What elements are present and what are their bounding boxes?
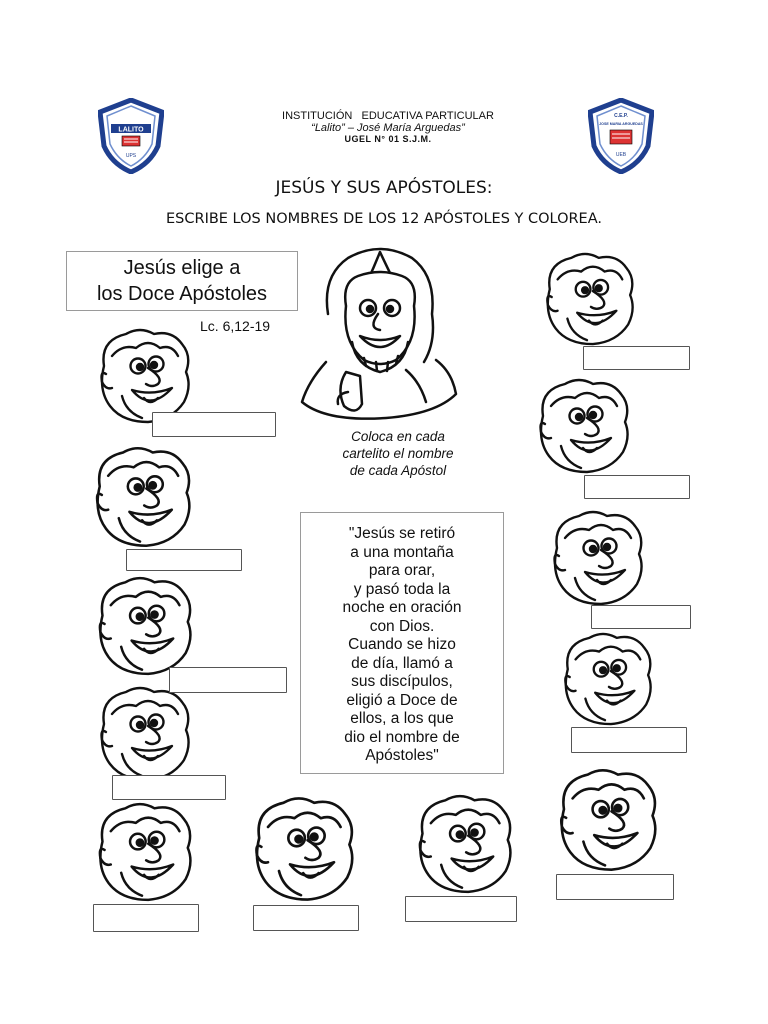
name-box-1[interactable] xyxy=(152,412,276,437)
page-title: JESÚS Y SUS APÓSTOLES: xyxy=(275,178,493,198)
story-title-line1: Jesús elige a xyxy=(123,257,241,279)
right-logo-bottom-text: UEB xyxy=(615,152,627,158)
name-box-12[interactable] xyxy=(556,874,674,900)
apostle-face-1 xyxy=(82,326,202,426)
name-box-5[interactable] xyxy=(93,904,199,932)
apostle-face-4 xyxy=(80,684,204,784)
jesus-pointing-illustration xyxy=(286,242,476,422)
ugel-text: UGEL N° 01 S.J.M. xyxy=(344,134,432,144)
name-box-8[interactable] xyxy=(583,346,690,370)
institution-name: INSTITUCIÓN EDUCATIVA PARTICULAR xyxy=(282,110,494,122)
institution-header xyxy=(200,110,576,144)
scripture-quote-box xyxy=(300,512,504,774)
story-title-box xyxy=(66,251,298,311)
name-box-11[interactable] xyxy=(571,727,687,753)
name-box-3[interactable] xyxy=(169,667,287,693)
school-name: “Lalito” – José María Arguedas” xyxy=(311,122,465,134)
apostle-face-8 xyxy=(526,250,648,348)
apostle-face-5 xyxy=(86,800,198,904)
apostle-face-9 xyxy=(516,376,646,476)
apostle-face-3 xyxy=(80,574,204,678)
left-school-logo xyxy=(98,98,164,174)
name-box-2[interactable] xyxy=(126,549,242,571)
apostle-face-6 xyxy=(240,794,362,904)
apostle-face-7 xyxy=(400,792,524,896)
apostle-face-10 xyxy=(534,508,656,608)
apostle-face-12 xyxy=(540,766,670,874)
left-logo-text: LALITO xyxy=(118,126,144,134)
apostle-face-11 xyxy=(550,630,660,728)
bible-reference: Lc. 6,12-19 xyxy=(200,318,271,334)
story-title-line2: los Doce Apóstoles xyxy=(96,283,268,305)
name-box-9[interactable] xyxy=(584,475,690,499)
name-box-10[interactable] xyxy=(591,605,691,629)
apostle-face-2 xyxy=(78,444,202,550)
name-box-7[interactable] xyxy=(405,896,517,922)
scripture-quote: "Jesús se retiró a una montaña para orar, y pasó toda la noche en oración con Dios. Cuando se hizo de día, llamó a sus discípulos, eligió a Doce de ellos, a los que dio el nombre de Apóstoles" xyxy=(342,525,462,764)
right-school-logo xyxy=(588,98,654,174)
instruction-text: ESCRIBE LOS NOMBRES DE LOS 12 APÓSTOLES Y COLOREA. xyxy=(166,211,602,227)
left-logo-bottom-text: UPS xyxy=(125,153,137,159)
right-logo-top-text: C.E.P. xyxy=(614,113,628,119)
name-box-4[interactable] xyxy=(112,775,226,800)
right-logo-name: JOSE MARIA ARGUEDAS xyxy=(599,122,643,126)
instruction-caption: Coloca en cada cartelito el nombre de cada Apóstol xyxy=(342,429,454,478)
name-box-6[interactable] xyxy=(253,905,359,931)
